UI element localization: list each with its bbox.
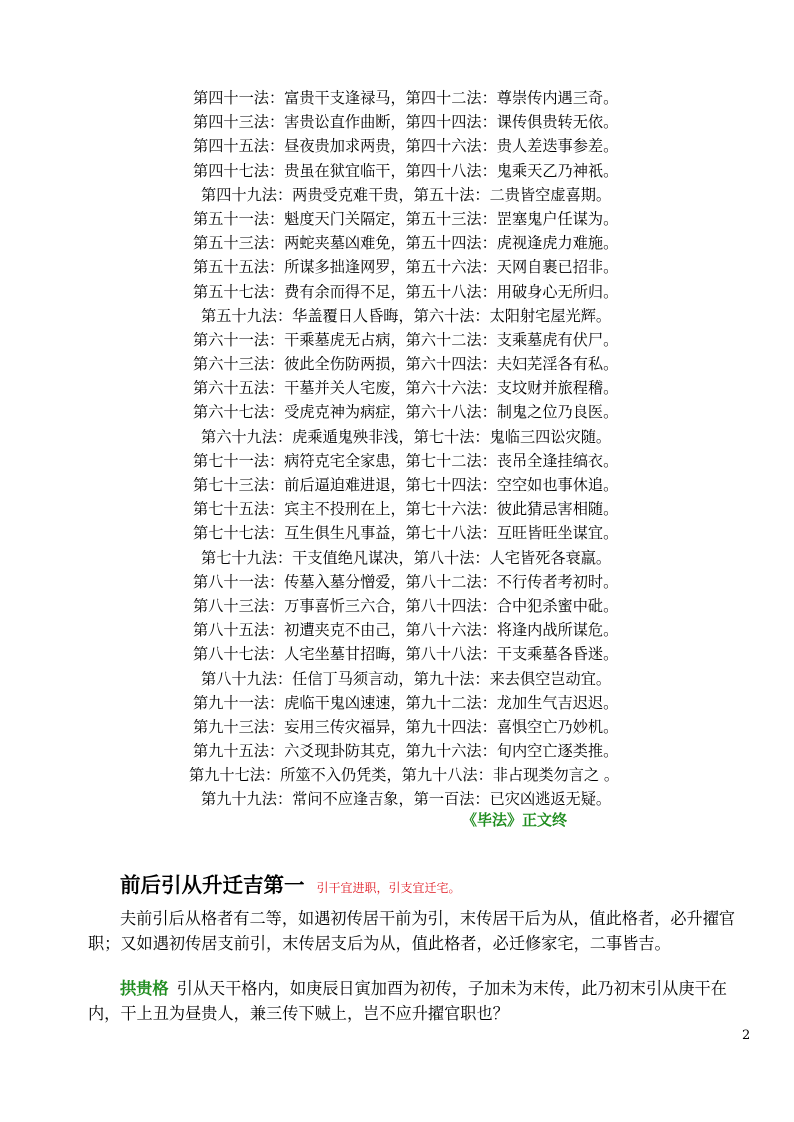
- verse-line: 第五十一法：魁度天门关隔定，第五十三法：罡塞鬼户任谋为。: [193, 209, 619, 228]
- verse-line: 第八十五法：初遭夹克不由己，第八十六法：将逢内战所谋危。: [193, 621, 619, 640]
- verse-line: 第四十九法：两贵受克难干贵，第五十法：二贵皆空虚喜期。: [201, 185, 612, 204]
- verse-list: [0, 86, 794, 812]
- verse-line: 第九十七法：所筮不入仍凭类，第九十八法：非占现类勿言之 。: [189, 766, 620, 785]
- body-paragraph: [88, 906, 754, 956]
- body-paragraph: [88, 976, 754, 1026]
- verse-line: 第八十一法：传墓入墓分憎爱，第八十二法：不行传者考初时。: [193, 572, 619, 591]
- verse-line: 第八十七法：人宅坐墓甘招晦，第八十八法：干支乘墓各昏迷。: [193, 645, 619, 664]
- verse-line: 第五十五法：所谋多拙逢网罗，第五十六法：天网自裹已招非。: [193, 258, 619, 277]
- verse-line: 第五十三法：两蛇夹墓凶难免，第五十四法：虎视逢虎力难施。: [193, 234, 619, 253]
- paragraph-text: 引从天干格内，如庚辰日寅加酉为初传，子加未为末传，此乃初末引从庚干在内，干上丑为昼贵人，兼三传下贼上，岂不应升擢官职也？: [88, 979, 727, 1023]
- pattern-term: 拱贵格: [120, 979, 169, 998]
- verse-line: 第四十一法：富贵干支逢禄马，第四十二法：尊崇传内遇三奇。: [193, 89, 619, 107]
- page-number: 2: [742, 1028, 751, 1043]
- section-note: 引干宜进职，引支宜迁宅。: [316, 881, 461, 895]
- verse-line: 第六十五法：干墓并关人宅废，第六十六法：支坟财并旅程稽。: [193, 379, 619, 398]
- verse-line: 第九十九法：常问不应逢吉象，第一百法：已灾凶逃返无疑。: [201, 790, 612, 809]
- verse-line: 第七十五法：宾主不投刑在上，第七十六法：彼此猜忌害相随。: [193, 500, 619, 519]
- verse-line: 第九十三法：妄用三传灾福异，第九十四法：喜惧空亡乃妙机。: [193, 717, 619, 736]
- verse-line: 第六十七法：受虎克神为病症，第六十八法：制鬼之位乃良医。: [193, 403, 619, 422]
- verse-line: 第七十九法：干支值绝凡谋决，第八十法：人宅皆死各衰羸。: [201, 548, 612, 567]
- verse-line: 第八十九法：任信丁马须言动，第九十法：来去俱空岂动宜。: [201, 669, 612, 688]
- paragraph-text: 夫前引后从格者有二等，如遇初传居干前为引，末传居干后为从，值此格者，必升擢官职；又如遇初传居支前引，末传居支后为从，值此格者，必迁修家宅，二事皆吉。: [88, 909, 736, 953]
- verse-line: 第五十九法：华盖覆日人昏晦，第六十法：太阳射宅屋光辉。: [201, 306, 612, 325]
- verse-line: 第八十三法：万事喜忻三六合，第八十四法：合中犯杀蜜中砒。: [193, 596, 619, 615]
- verse-line: 第四十五法：昼夜贵加求两贵，第四十六法：贵人差迭事参差。: [193, 137, 619, 156]
- verse-line: 第六十九法：虎乘遁鬼殃非浅，第七十法：鬼临三四讼灾随。: [201, 427, 612, 446]
- verse-line: 第七十七法：互生俱生凡事益，第七十八法：互旺皆旺坐谋宜。: [193, 524, 619, 543]
- verse-line: 第七十一法：病符克宅全家患，第七十二法：丧吊全逢挂缟衣。: [193, 451, 619, 470]
- verse-line: 第七十三法：前后逼迫难进退，第七十四法：空空如也事休追。: [193, 476, 619, 494]
- section-heading: [120, 868, 461, 898]
- text-end-marker: 《毕法》正文终: [462, 811, 568, 829]
- verse-line: 第九十五法：六爻现卦防其克，第九十六法：旬内空亡逐类推。: [193, 742, 619, 761]
- section-title: 前后引从升迁吉第一: [120, 873, 305, 897]
- verse-line: 第五十七法：费有余而得不足，第五十八法：用破身心无所归。: [193, 282, 619, 301]
- verse-line: 第四十三法：害贵讼直作曲断，第四十四法：课传俱贵转无依。: [193, 113, 619, 132]
- verse-line: 第六十一法：干乘墓虎无占病，第六十二法：支乘墓虎有伏尸。: [193, 330, 619, 349]
- verse-line: 第四十七法：贵虽在狱宜临干，第四十八法：鬼乘天乙乃神祇。: [193, 161, 619, 180]
- verse-line: 第六十三法：彼此全伤防两损，第六十四法：夫妇芜淫各有私。: [193, 355, 619, 374]
- verse-line: 第九十一法：虎临干鬼凶速速，第九十二法：龙加生气吉迟迟。: [193, 693, 619, 712]
